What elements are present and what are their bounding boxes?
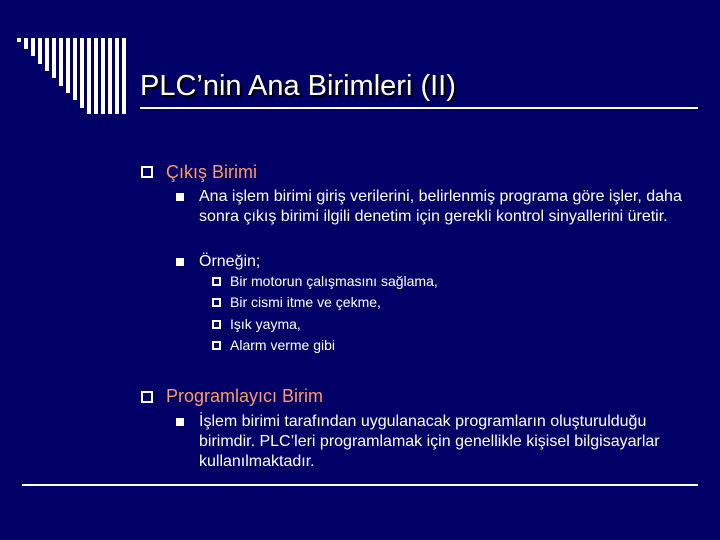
hollow-square-bullet: [212, 341, 221, 350]
section-heading: Çıkış Birimi: [166, 162, 257, 182]
sub-bullet-text: Bir motorun çalışmasını sağlama,: [230, 273, 438, 289]
deco-bar: [45, 38, 49, 71]
deco-bar: [59, 38, 63, 86]
hollow-square-bullet: [141, 166, 153, 178]
filled-square-bullet: [176, 193, 184, 201]
deco-bar: [108, 38, 112, 114]
sub-bullet-text: Alarm verme gibi: [230, 337, 336, 353]
hollow-square-bullet: [212, 277, 221, 286]
hollow-square-bullet: [212, 298, 221, 307]
title-underline: [140, 107, 698, 109]
deco-bar: [73, 38, 77, 100]
deco-bar: [94, 38, 98, 114]
bullet-text: İşlem birimi tarafından uygulanacak programların oluşturulduğu birimdir. PLC’leri programlamak için genellikle kişisel bilgisayarlar kullanılmaktadır.: [199, 413, 660, 470]
section-heading: Programlayıcı Birim: [166, 386, 324, 406]
hollow-square-bullet: [212, 320, 221, 329]
deco-bar: [24, 38, 28, 49]
deco-bar: [101, 38, 105, 114]
deco-bar: [31, 38, 35, 56]
deco-bar: [17, 38, 21, 42]
deco-bar: [115, 38, 119, 114]
bottom-rule: [22, 484, 698, 486]
deco-bar: [66, 38, 70, 93]
deco-bar: [80, 38, 84, 108]
deco-bar: [38, 38, 42, 64]
deco-bar: [52, 38, 56, 78]
filled-square-bullet: [176, 258, 184, 266]
bullet-text: Örneğin;: [199, 253, 261, 270]
deco-bar: [87, 38, 91, 114]
bullet-text: Ana işlem birimi giriş verilerini, belirlenmiş programa göre işler, daha sonra çıkış birimi ilgili denetim için gerekli kontrol sinyallerini üretir.: [199, 188, 682, 225]
sub-bullet-text: Bir cismi itme ve çekme,: [230, 294, 381, 310]
deco-bar: [122, 38, 126, 114]
slide-title: PLC’nin Ana Birimleri (II): [140, 70, 456, 102]
filled-square-bullet: [176, 418, 184, 426]
sub-bullet-text: Işık yayma,: [230, 316, 301, 332]
hollow-square-bullet: [141, 391, 153, 403]
